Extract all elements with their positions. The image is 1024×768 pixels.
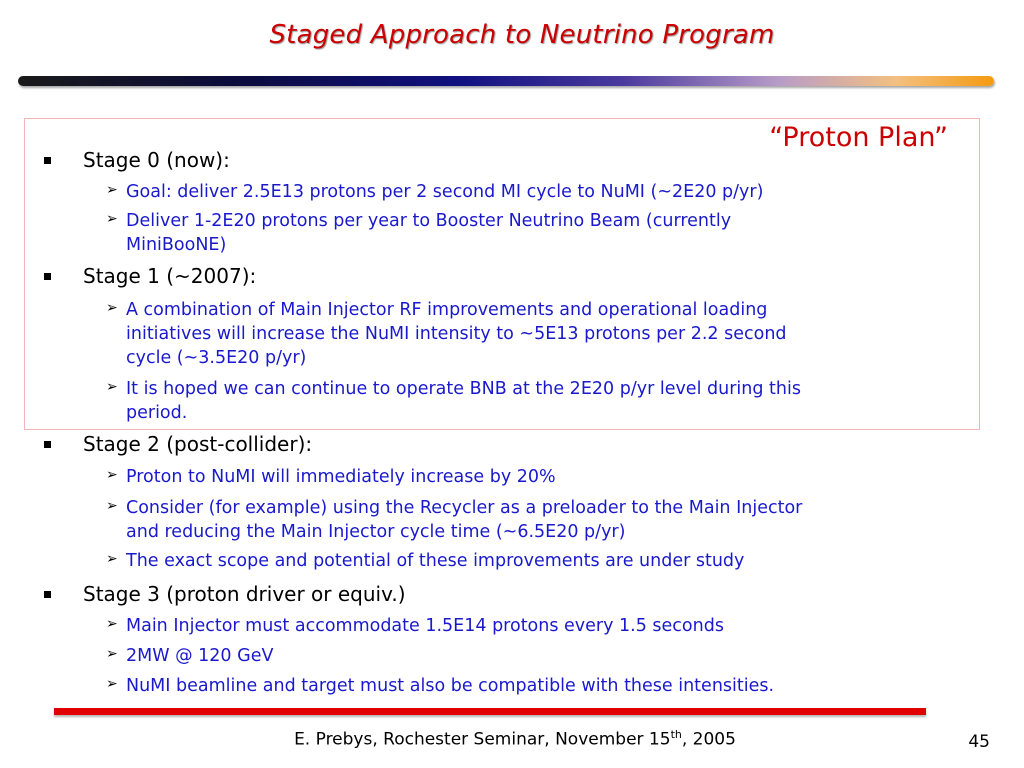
arrow-bullet-icon: ➢ (106, 182, 118, 198)
footer-text: E. Prebys, Rochester Seminar, November 15 (294, 729, 671, 750)
stage-0-label: Stage 0 (now): (83, 148, 230, 172)
arrow-bullet-icon: ➢ (106, 467, 118, 483)
arrow-bullet-icon: ➢ (106, 551, 118, 567)
stage-0-item-1-line-0: Deliver 1-2E20 protons per year to Booster Neutrino Beam (currently (126, 211, 732, 231)
arrow-bullet-icon: ➢ (106, 379, 118, 395)
slide-title: Staged Approach to Neutrino Program (269, 20, 775, 50)
square-bullet-icon (44, 591, 51, 598)
stage-2-item-2-line-0: The exact scope and potential of these improvements are under study (126, 551, 745, 571)
stage-3-item-1-line-0: 2MW @ 120 GeV (126, 646, 274, 666)
square-bullet-icon (44, 441, 51, 448)
page-number: 45 (968, 732, 990, 752)
arrow-bullet-icon: ➢ (106, 676, 118, 692)
stage-1-item-1-line-1: period. (126, 403, 188, 423)
stage-0-item-1-line-1: MiniBooNE) (126, 235, 227, 255)
stage-1-item-0-line-2: cycle (~3.5E20 p/yr) (126, 348, 307, 368)
footer-superscript: th (670, 728, 682, 741)
stage-2-item-1-line-1: and reducing the Main Injector cycle time (~6.5E20 p/yr) (126, 522, 626, 542)
stage-3-item-2-line-0: NuMI beamline and target must also be compatible with these intensities. (126, 676, 775, 696)
square-bullet-icon (44, 157, 51, 164)
stage-1-item-0-line-1: initiatives will increase the NuMI intensity to ~5E13 protons per 2.2 second (126, 324, 787, 344)
stage-2-label: Stage 2 (post-collider): (83, 432, 313, 456)
arrow-bullet-icon: ➢ (106, 646, 118, 662)
arrow-bullet-icon: ➢ (106, 616, 118, 632)
stage-2-item-1-line-0: Consider (for example) using the Recycler as a preloader to the Main Injector (126, 498, 803, 518)
stage-1-item-1-line-0: It is hoped we can continue to operate BNB at the 2E20 p/yr level during this (126, 379, 801, 399)
proton-plan-callout: “Proton Plan” (769, 122, 948, 153)
square-bullet-icon (44, 273, 51, 280)
title-divider-bar (18, 76, 994, 86)
stage-1-item-0-line-0: A combination of Main Injector RF improvements and operational loading (126, 300, 768, 320)
stage-1-label: Stage 1 (~2007): (83, 264, 257, 288)
arrow-bullet-icon: ➢ (106, 300, 118, 316)
footer-divider-bar (54, 708, 926, 715)
stage-3-item-0-line-0: Main Injector must accommodate 1.5E14 protons every 1.5 seconds (126, 616, 724, 636)
stage-2-item-0-line-0: Proton to NuMI will immediately increase by 20% (126, 467, 556, 487)
footer-year: , 2005 (681, 729, 736, 750)
arrow-bullet-icon: ➢ (106, 498, 118, 514)
footer-citation (250, 728, 780, 750)
stage-0-item-0-line-0: Goal: deliver 2.5E13 protons per 2 second MI cycle to NuMI (~2E20 p/yr) (126, 182, 764, 202)
stage-3-label: Stage 3 (proton driver or equiv.) (83, 582, 406, 606)
arrow-bullet-icon: ➢ (106, 211, 118, 227)
